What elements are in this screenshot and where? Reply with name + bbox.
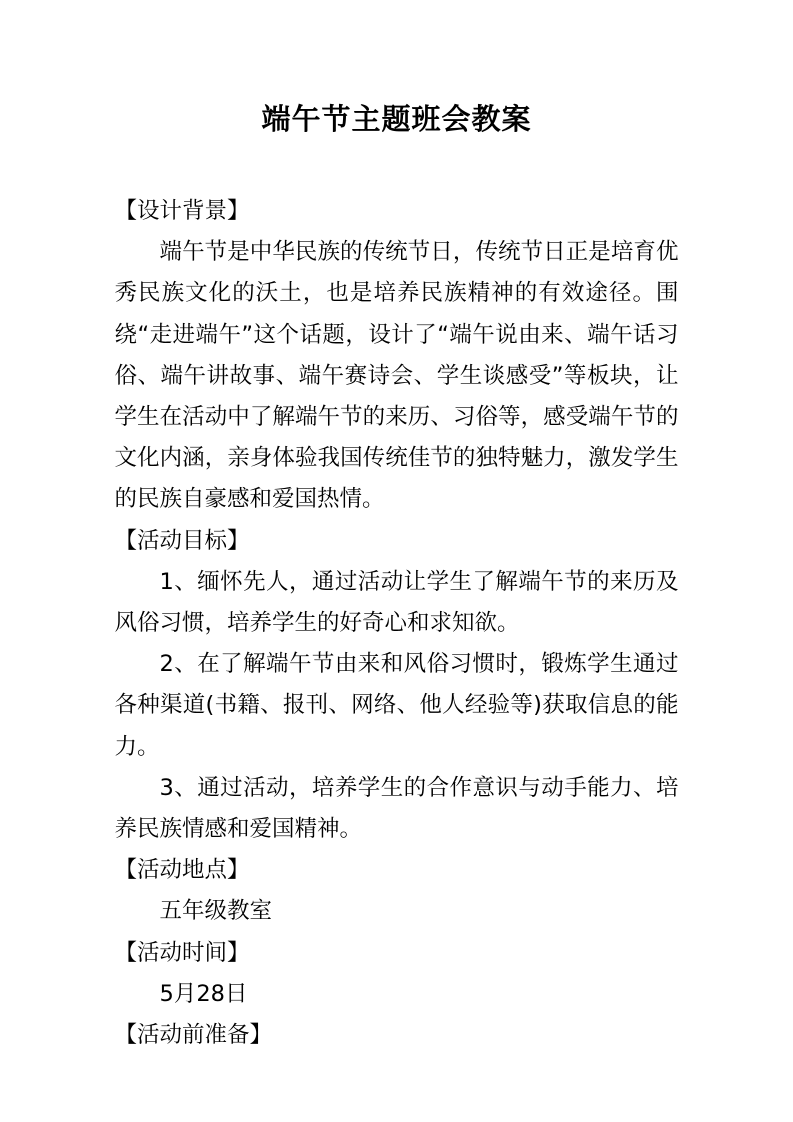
section-heading-activity-location: 【活动地点】 (114, 857, 250, 884)
document-title: 端午节主题班会教案 (261, 102, 532, 136)
section-heading-design-background: 【设计背景】 (114, 198, 250, 224)
paragraph-time: 5月28日 (159, 980, 248, 1007)
paragraph-goal-2: 2、在了解端午节由来和风俗习惯时，锻炼学生通过各种渠道(书籍、报刊、网络、他人经验等)获取信息的能力。 (114, 651, 679, 760)
section-heading-preparation: 【活动前准备】 (114, 1022, 273, 1049)
paragraph-location: 五年级教室 (159, 898, 273, 925)
section-heading-activity-time: 【活动时间】 (114, 939, 250, 966)
section-heading-activity-goals: 【活动目标】 (114, 527, 250, 554)
paragraph-design-background: 端午节是中华民族的传统节日，传统节日正是培育优秀民族文化的沃土，也是培养民族精神的有效途径。围绕“走进端午”这个话题，设计了“端午说由来、端午话习俗、端午讲故事、端午赛诗会、学生谈感受”等板块，让学生在活动中了解端午节的来历、习俗等，感受端午节的文化内涵，亲身体验我国传统佳节的独特魅力，激发学生的民族自豪感和爱国热情。 (114, 239, 679, 513)
paragraph-goal-3: 3、通过活动，培养学生的合作意识与动手能力、培养民族情感和爱国精神。 (114, 774, 679, 843)
document-body (115, 191, 679, 1056)
paragraph-goal-1: 1、缅怀先人，通过活动让学生了解端午节的来历及风俗习惯，培养学生的好奇心和求知欲。 (114, 568, 679, 637)
